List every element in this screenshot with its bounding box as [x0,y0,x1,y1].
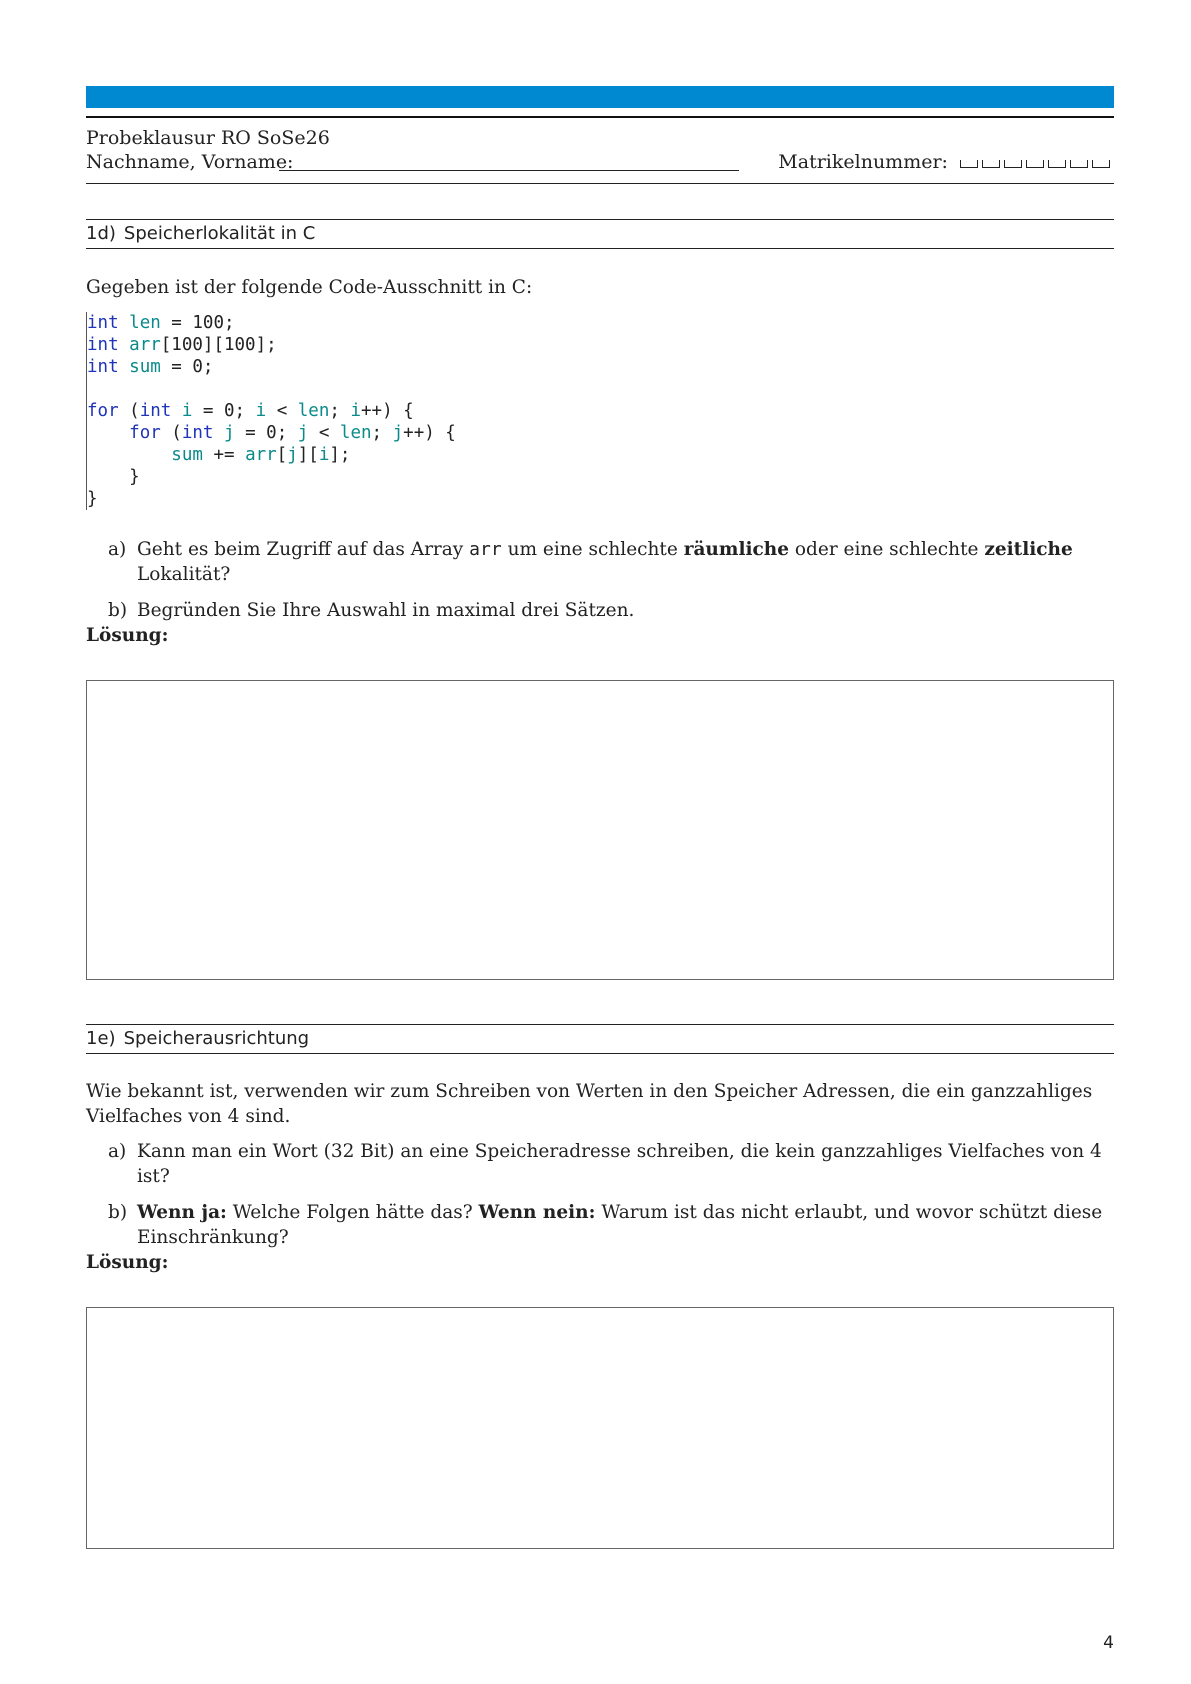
exam-page [86,0,1114,1684]
matrikel-digit-box[interactable] [1004,160,1022,168]
matrikel-label: Matrikelnummer: [778,151,948,173]
question-marker: b) [108,600,128,621]
matrikel-digit-box[interactable] [1092,160,1110,168]
question-a [108,1139,1114,1189]
question-text: Geht es beim Zugriff auf das Array [137,539,464,560]
code-line: } [87,489,98,509]
code-line: } [87,467,140,487]
name-label: Nachname, Vorname: [86,151,294,173]
code-line: for (int i = 0; i < len; i++) { [87,401,414,421]
matrikel-digit-box[interactable] [960,160,978,168]
exam-title: Probeklausur RO SoSe26 [86,127,330,149]
section-number: 1e) [86,1028,116,1049]
matrikel-digit-box[interactable] [1026,160,1044,168]
section-1e-questions [108,1139,1114,1261]
question-b [108,598,1114,623]
section-1d-heading [86,219,1114,249]
header-accent-bar [86,86,1114,108]
code-line: int len = 100; [87,313,235,333]
section-1e-intro: Wie bekannt ist, verwenden wir zum Schreiben von Werten in den Speicher Adressen, die ein ganzzahliges Vielfaches von 4 sind. [86,1081,1093,1127]
emphasis: Wenn nein: [478,1202,596,1223]
question-text: Begründen Sie Ihre Auswahl in maximal drei Sätzen. [137,600,635,621]
page-number: 4 [1103,1633,1114,1653]
matrikel-field [778,150,1114,174]
question-text: um eine schlechte [507,539,678,560]
matrikel-digit-box[interactable] [982,160,1000,168]
solution-label-1e [86,1250,168,1275]
emphasis: zeitliche [984,539,1073,560]
answer-box-1e[interactable] [86,1307,1114,1549]
section-1d-questions [108,537,1114,634]
question-marker: a) [108,1141,127,1162]
question-text: Warum ist das nicht erlaubt, und wovor schützt diese Einschränkung? [137,1202,1103,1248]
code-line: for (int j = 0; j < len; j++) { [129,423,456,443]
matrikel-boxes[interactable] [960,150,1114,174]
inline-code: arr [469,539,502,560]
code-line: int arr[100][100]; [87,335,277,355]
question-text: Kann man ein Wort (32 Bit) an eine Speicheradresse schreiben, die kein ganzzahliges Vielfaches von 4 ist? [137,1141,1102,1187]
section-title: Speicherausrichtung [123,1028,310,1049]
code-line: int sum = 0; [87,357,214,377]
matrikel-digit-box[interactable] [1070,160,1088,168]
question-text: oder eine schlechte [794,539,979,560]
section-number: 1d) [86,223,116,244]
question-text: Lokalität? [137,564,231,585]
answer-box-1d[interactable] [86,680,1114,980]
question-marker: b) [108,1202,128,1223]
header-rule [86,116,1114,118]
name-input-line[interactable] [279,170,739,171]
student-info-row [86,150,1114,176]
question-text: Welche Folgen hätte das? [232,1202,473,1223]
section-1e-heading [86,1024,1114,1054]
question-a [108,537,1114,587]
emphasis: Wenn ja: [137,1202,227,1223]
section-1d-intro: Gegeben ist der folgende Code-Ausschnitt in C: [86,277,533,298]
matrikel-digit-box[interactable] [1048,160,1066,168]
header-bottom-rule [86,183,1114,184]
emphasis: räumliche [683,539,790,560]
solution-label: Lösung: [86,1252,169,1273]
code-line: sum += arr[j][i]; [171,445,351,465]
solution-label-1d [86,623,168,648]
code-line [87,378,587,400]
solution-label: Lösung: [86,625,169,646]
section-title: Speicherlokalität in C [123,223,316,244]
code-listing [86,312,587,510]
question-marker: a) [108,539,127,560]
question-b [108,1200,1114,1250]
